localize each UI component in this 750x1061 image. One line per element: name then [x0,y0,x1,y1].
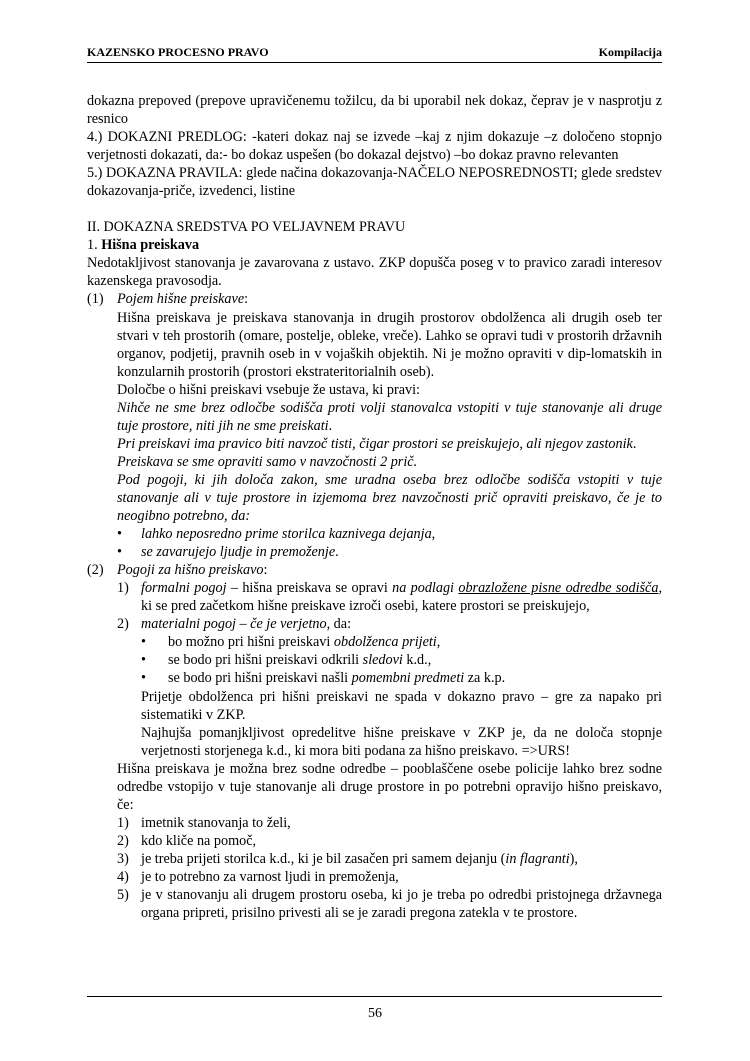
paragraph: Najhujša pomanjkljivost opredelitve hišne preiskave v ZKP je, da ne določa stopnje verjetnosti storjenega k.d., ki mora biti podana za hišno preiskavo. =>URS! [141,724,662,759]
paragraph: Določbe o hišni preiskavi vsebuje že ustava, ki pravi: [117,381,420,398]
quote: Preiskava se sme opraviti samo v navzočnosti 2 prič. [117,453,418,470]
item-label: (2) [87,562,104,579]
section-title: II. DOKAZNA SREDSTVA PO VELJAVNEM PRAVU [87,219,406,236]
list-item: • se bodo pri hišni preiskavi našli pomembni predmeti za k.p. [141,670,506,687]
paragraph: Hišna preiskava je preiskava stanovanja in drugih prostorov obdolženca ali drugih oseb ter stvari v teh prostorih (omare, postelje, obleke, vreče). Lahko se opravi tudi v prostorih državnih organov, podjetij, pravnih oseb in v vojaških objektih. Ni je možno opraviti v dip-lomatskih in konzularnih prostorih (prostori ekstrateritorialnih oseb). [117,309,662,380]
list-item: • se bodo pri hišni preiskavi odkrili sledovi k.d., [141,652,432,669]
bullet-icon: • [141,652,146,669]
list-item: • se zavarujejo ljudje in premoženje. [117,544,339,561]
subsection-heading: Hišna preiskava [101,237,200,254]
list-item: 4) je to potrebno za varnost ljudi in premoženja, [117,868,399,885]
header-title: KAZENSKO PROCESNO PRAVO [87,45,269,59]
footer-divider [87,996,662,997]
numbered-item: (2) Pogoji za hišno preiskavo: [87,562,268,579]
item-title: Pojem hišne preiskave [117,291,245,308]
bullet-icon: • [141,670,146,687]
page-content [87,92,662,922]
list-item: • bo možno pri hišni preiskavi obdolženca prijeti, [141,634,441,651]
paragraph: 4.) DOKAZNI PREDLOG: -kateri dokaz naj se izvede –kaj z njim dokazuje –z določeno stopnjo verjetnosti dokazati, da:- bo dokaz uspešen (bo dokazal dejstvo) –bo dokaz pravno relevanten [87,129,662,164]
bullet-icon: • [117,526,122,543]
quote: Pri preiskavi ima pravico biti navzoč tisti, čigar prostori se preiskujejo, ali njegov zastonik. [117,435,637,452]
header-label: Kompilacija [598,45,662,59]
list-item: 5) je v stanovanju ali drugem prostoru oseba, ki jo je treba po odredbi pristojnega državnega organa pripreti, prisilno privesti ali se je zaradi pregona zatekla v te prostore. [117,887,662,922]
bullet-icon: • [141,634,146,651]
item-label: (1) [87,291,104,308]
paragraph: dokazna prepoved (prepove upravičenemu tožilcu, da bi uporabil nek dokaz, čeprav je v nasprotju z resnico [87,93,662,128]
bullet-icon: • [117,544,122,561]
paragraph: Prijetje obdolženca pri hišni preiskavi ne spada v dokazno pravo – gre za napako pri sistematiki v ZKP. [141,688,662,723]
numbered-item: (1) Pojem hišne preiskave: [87,291,249,308]
list-item: 3) je treba prijeti storilca k.d., ki je bil zasačen pri samem dejanju (in flagranti), [117,850,578,867]
subsection-title [87,236,662,254]
quote: Nihče ne sme brez odločbe sodišča proti volji stanovalca vstopiti v tuje stanovanje ali druge tuje prostore, niti jih ne sme preiskati. [117,399,662,434]
subsection-number: 1. [87,237,98,254]
list-item: 1) imetnik stanovanja to želi, [117,814,291,831]
list-item: • lahko neposredno prime storilca kaznivega dejanja, [117,526,436,543]
page-number: 56 [368,1006,382,1021]
quote: Pod pogoji, ki jih določa zakon, sme uradna oseba brez odločbe sodišča vstopiti v tuje stanovanje ali v tuje prostore in izjemoma brez navzočnosti prič opraviti preiskavo, če je to neogibno potrebno, da: [117,471,662,525]
paragraph: Hišna preiskava je možna brez sodne odredbe – pooblaščene osebe policije lahko brez sodne odredbe vstopijo v tuje stanovanje ali druge prostore in po potrebni opravijo hišno preiskavo, če: [117,760,662,813]
sub-item: 2) materialni pogoj – če je verjetno, da: [117,616,352,633]
item-title: Pogoji za hišno preiskavo [117,562,264,579]
sub-item: 1) formalni pogoj – hišna preiskava se opravi na podlagi obrazložene pisne odredbe sodišča, ki se pred začetkom hišne preiskave izroči osebi, katere prostori se preiskujejo, [117,580,662,615]
list-item: 2) kdo kliče na pomoč, [117,832,257,849]
page-header [87,42,662,63]
paragraph: 5.) DOKAZNA PRAVILA: glede načina dokazovanja-NAČELO NEPOSREDNOSTI; glede sredstev dokazovanja-priče, izvedenci, listine [87,165,662,200]
paragraph: Nedotakljivost stanovanja je zavarovana z ustavo. ZKP dopušča poseg v to pravico zaradi interesov kazenskega pravosodja. [87,255,662,290]
